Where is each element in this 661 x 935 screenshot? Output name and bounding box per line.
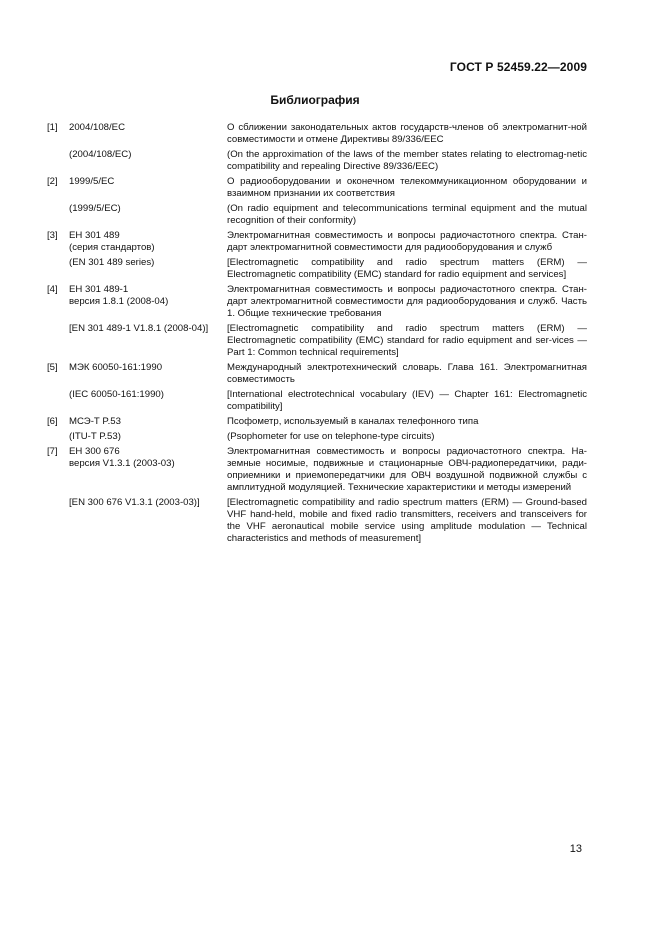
reference-title: О радиооборудовании и оконечном телекоммуникационном оборудовании и взаимном признании их соответствия — [227, 176, 587, 199]
bibliography-entry — [47, 284, 587, 359]
bibliography-title: Библиография — [270, 93, 360, 107]
reference-row — [69, 416, 587, 428]
reference-designation: (ITU-T P.53) — [69, 431, 121, 442]
bibliography-entry — [47, 416, 587, 443]
bibliography-list — [47, 122, 587, 548]
reference-title: (On radio equipment and telecommunications terminal equipment and the mutual recognition of their conformity) — [227, 203, 587, 226]
reference-title: Международный электротехнический словарь. Глава 161. Электромагнитная совместимость — [227, 362, 587, 385]
reference-row — [69, 323, 587, 359]
reference-row — [69, 431, 587, 443]
document-code: ГОСТ Р 52459.22—2009 — [449, 60, 587, 74]
reference-designation: ЕН 300 676 версия V1.3.1 (2003-03) — [69, 446, 175, 469]
reference-row — [69, 230, 587, 254]
reference-designation: [EN 301 489-1 V1.8.1 (2008-04)] — [69, 323, 209, 334]
reference-row — [69, 257, 587, 281]
reference-row — [69, 284, 587, 320]
reference-designation: ЕН 301 489-1 версия 1.8.1 (2008-04) — [69, 284, 169, 307]
reference-designation: (1999/5/EC) — [69, 203, 121, 214]
reference-designation: ЕН 301 489 (серия стандартов) — [69, 230, 155, 253]
reference-designation: (2004/108/EC) — [69, 149, 132, 160]
reference-designation: 1999/5/ЕС — [69, 176, 115, 187]
bibliography-entry — [47, 230, 587, 281]
reference-title: Электромагнитная совместимость и вопросы радиочастотного спектра. Стан-дарт электромагнитной совместимости для радиооборудования и служб — [227, 230, 587, 253]
reference-row — [69, 176, 587, 200]
reference-title: (On the approximation of the laws of the member states relating to electromag-netic compatibility and repealing Directive 89/336/EEC) — [227, 149, 587, 172]
entry-number: [4] — [47, 284, 58, 295]
entry-number: [3] — [47, 230, 58, 241]
reference-title: (Psophometer for use on telephone-type circuits) — [227, 431, 435, 442]
reference-title: Псофометр, используемый в каналах телефонного типа — [227, 416, 479, 427]
reference-title: Электромагнитная совместимость и вопросы радиочастотного спектра. Стан-дарт электромагнитной совместимости для радиооборудования и служб. Часть 1. Общие технические требования — [227, 284, 587, 319]
reference-designation: [EN 300 676 V1.3.1 (2003-03)] — [69, 497, 200, 508]
bibliography-entry — [47, 122, 587, 173]
reference-designation: (EN 301 489 series) — [69, 257, 155, 268]
reference-row — [69, 203, 587, 227]
reference-title: [Electromagnetic compatibility and radio spectrum matters (ERM) — Ground-based VHF hand-held, mobile and fixed radio transmitters, receivers and transceivers for the VHF aeronautical mobile service using amplitude modulation — Technical characteristics and methods of measurement] — [227, 497, 587, 544]
reference-title: [Electromagnetic compatibility and radio spectrum matters (ERM) — Electromagnetic compatibility (EMC) standard for radio equipment and services] — [227, 257, 587, 280]
entry-number: [1] — [47, 122, 58, 133]
entry-number: [6] — [47, 416, 58, 427]
reference-row — [69, 497, 587, 545]
reference-title: [Electromagnetic compatibility and radio spectrum matters (ERM) — Electromagnetic compatibility (EMC) standard for radio equipment and ser-vices — Part 1: Common technical requirements] — [227, 323, 587, 358]
bibliography-entry — [47, 446, 587, 545]
bibliography-entry — [47, 362, 587, 413]
reference-row — [69, 446, 587, 494]
entry-number: [2] — [47, 176, 58, 187]
reference-row — [69, 149, 587, 173]
page-number: 13 — [569, 843, 582, 855]
reference-title: О сближении законодательных актов государств-членов об электромагнит-ной совместимости и отмене Директивы 89/336/ЕЕС — [227, 122, 587, 145]
reference-row — [69, 389, 587, 413]
reference-row — [69, 122, 587, 146]
reference-title: [International electrotechnical vocabulary (IEV) — Chapter 161: Electromagnetic compatibility] — [227, 389, 587, 412]
entry-number: [5] — [47, 362, 58, 373]
reference-designation: МЭК 60050-161:1990 — [69, 362, 163, 373]
bibliography-entry — [47, 176, 587, 227]
reference-title: Электромагнитная совместимость и вопросы радиочастотного спектра. На-земные носимые, подвижные и стационарные ОВЧ-радиопередатчики, ради-оприемники и приемопередатчики для ОВЧ воздушной подвижной службы с амплитудной модуляцией. Технические характеристики и методы измерений — [227, 446, 587, 493]
entry-number: [7] — [47, 446, 58, 457]
reference-designation: МСЭ-Т P.53 — [69, 416, 121, 427]
reference-row — [69, 362, 587, 386]
reference-designation: 2004/108/ЕС — [69, 122, 126, 133]
reference-designation: (IEC 60050-161:1990) — [69, 389, 164, 400]
